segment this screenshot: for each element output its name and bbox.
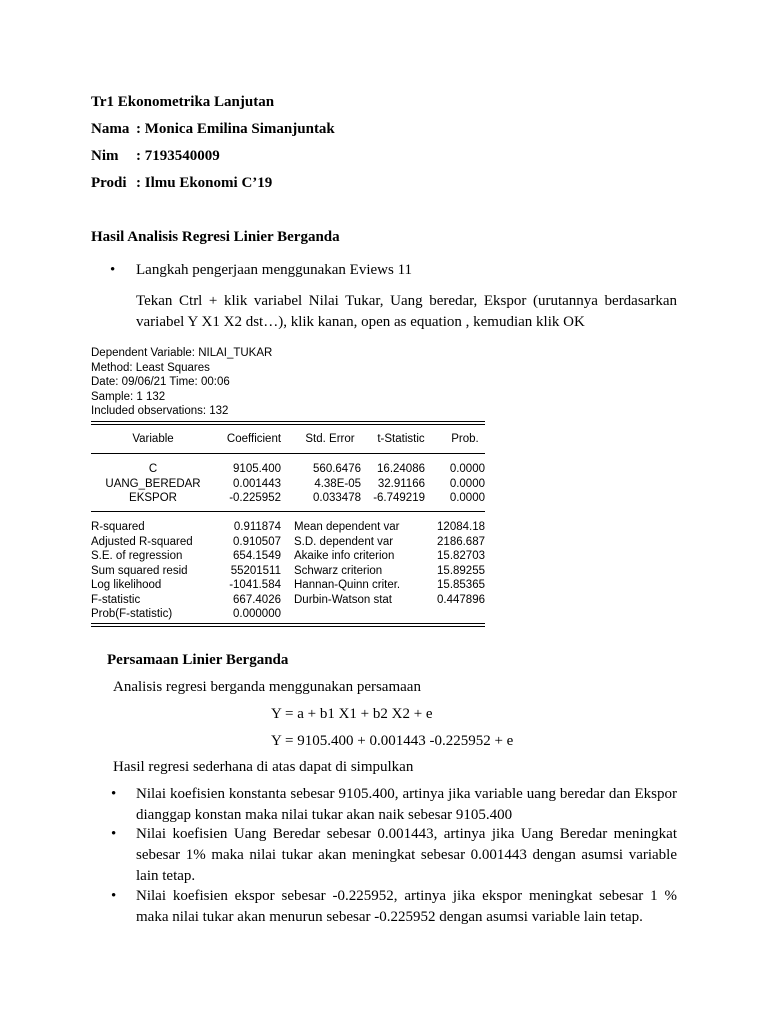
- table-rule-top-1: [91, 421, 485, 422]
- prodi-value: : Ilmu Ekonomi C’19: [136, 175, 273, 191]
- table-rule-mid: [91, 511, 485, 512]
- row-t-statistic: -6.749219: [373, 492, 425, 504]
- nama-value: : Monica Emilina Simanjuntak: [136, 121, 335, 137]
- stat-right-label: S.D. dependent var: [294, 535, 394, 548]
- row-variable: EKSPOR: [129, 492, 177, 504]
- stat-right-label: Hannan-Quinn criter.: [294, 579, 401, 591]
- stat-left-label: S.E. of regression: [91, 550, 183, 562]
- row-prob: 0.0000: [449, 477, 485, 490]
- col-header-variable: Variable: [132, 433, 174, 445]
- meta-observations: Included observations: 132: [91, 405, 229, 417]
- statistics-block: [91, 520, 485, 622]
- stat-right-value: 15.89255: [437, 564, 485, 577]
- nim-row: [91, 148, 220, 165]
- stat-left-value: 654.1549: [233, 550, 281, 562]
- bullet-dot: •: [111, 826, 117, 842]
- table-rule-bottom-1: [91, 623, 485, 624]
- equation-estimated: Y = 9105.400 + 0.001443 -0.225952 + e: [271, 733, 514, 749]
- stats-row: [91, 535, 485, 550]
- row-std-error: 4.38E-05: [314, 477, 361, 490]
- bullet-dot: •: [111, 888, 117, 904]
- stat-left-value: 55201511: [230, 564, 281, 577]
- stats-row: [91, 549, 485, 564]
- row-t-statistic: 32.91166: [377, 477, 425, 490]
- stat-left-value: 667.4026: [233, 593, 281, 606]
- stat-right-value: 2186.687: [437, 535, 485, 548]
- nama-label: Nama: [91, 121, 130, 137]
- stat-left-label: Log likelihood: [91, 579, 162, 591]
- stat-right-label: Akaike info criterion: [294, 550, 395, 562]
- meta-dependent: Dependent Variable: NILAI_TUKAR: [91, 347, 273, 359]
- row-variable: UANG_BEREDAR: [105, 477, 201, 490]
- nim-label: Nim: [91, 148, 119, 164]
- row-prob: 0.0000: [449, 492, 485, 504]
- bullet-ekspor-line-1: Nilai koefisien ekspor sebesar -0.225952, artinya jika ekspor meningkat sebesar 1 %: [136, 888, 677, 904]
- stats-row: [91, 607, 485, 622]
- equation-general: Y = a + b1 X1 + b2 X2 + e: [271, 706, 433, 722]
- stat-right-value: 15.82703: [437, 550, 485, 562]
- meta-method: Method: Least Squares: [91, 361, 210, 374]
- stat-right-value: 12084.18: [437, 521, 485, 533]
- stat-left-value: -1041.584: [229, 579, 281, 591]
- stat-left-value: 0.911874: [233, 521, 281, 533]
- row-coefficient: 9105.400: [233, 463, 281, 475]
- bullet-langkah: Langkah pengerjaan menggunakan Eviews 11: [136, 262, 413, 278]
- stat-left-value: 0.910507: [233, 535, 281, 548]
- section-heading-regresi: Hasil Analisis Regresi Linier Berganda: [91, 229, 340, 245]
- stat-right-label: Durbin-Watson stat: [294, 593, 392, 606]
- stat-left-label: Prob(F-statistic): [91, 608, 173, 620]
- paragraph-line-2: variabel Y X1 X2 dst…), klik kanan, open as equation , kemudian klik OK: [136, 314, 585, 330]
- stat-left-label: F-statistic: [91, 593, 141, 606]
- prodi-label: Prodi: [91, 175, 127, 191]
- bullet-uang-beredar-line-1: Nilai koefisien Uang Beredar sebesar 0.001443, artinya jika Uang Beredar meningkat: [136, 826, 677, 842]
- prodi-row: [91, 175, 272, 192]
- table-row: [91, 491, 485, 506]
- bullet-dot: •: [111, 786, 117, 802]
- row-variable: C: [148, 463, 158, 475]
- bullet-konstanta-line-1: Nilai koefisien konstanta sebesar 9105.400, artinya jika variable uang beredar dan Ekspor: [136, 786, 677, 802]
- col-header-prob: Prob.: [451, 433, 479, 445]
- row-coefficient: -0.225952: [229, 492, 281, 504]
- stat-right-label: Schwarz criterion: [294, 564, 383, 577]
- bullet-ekspor-line-2: maka nilai tukar akan menurun sebesar -0.225952 dengan asumsi variable lain tetap.: [136, 909, 643, 925]
- stats-row: [91, 564, 485, 579]
- row-std-error: 0.033478: [313, 492, 361, 504]
- bullet-konstanta-line-2: dianggap konstan maka nilai tukar akan naik sebesar 9105.400: [136, 807, 513, 823]
- row-t-statistic: 16.24086: [377, 463, 425, 475]
- table-rule-header: [91, 453, 485, 454]
- col-header-std-error: Std. Error: [305, 433, 355, 445]
- meta-date: Date: 09/06/21 Time: 00:06: [91, 376, 230, 388]
- col-header-coefficient: Coefficient: [226, 433, 282, 445]
- stats-row: [91, 520, 485, 535]
- section-heading-persamaan: Persamaan Linier Berganda: [107, 652, 289, 668]
- table-rule-bottom-2: [91, 626, 485, 627]
- stat-right-value: 0.447896: [437, 593, 485, 606]
- nama-row: [91, 121, 335, 138]
- stats-row: [91, 593, 485, 608]
- bullet-uang-beredar-line-3: lain tetap.: [136, 868, 196, 884]
- document-title: Tr1 Ekonometrika Lanjutan: [91, 94, 275, 110]
- nim-value: : 7193540009: [136, 148, 220, 164]
- paragraph-line-1: Tekan Ctrl + klik variabel Nilai Tukar, Uang beredar, Ekspor (urutannya berdasarkan: [136, 293, 677, 309]
- table-rule-top-2: [91, 424, 485, 425]
- stat-right-value: 15.85365: [437, 579, 485, 591]
- stat-right-label: Mean dependent var: [294, 521, 400, 533]
- eviews-meta: [91, 346, 272, 419]
- stat-left-label: Sum squared resid: [91, 564, 188, 577]
- stat-left-value: 0.000000: [233, 608, 281, 620]
- stat-left-label: Adjusted R-squared: [91, 535, 193, 548]
- row-coefficient: 0.001443: [233, 477, 281, 490]
- coefficient-rows: [91, 462, 485, 506]
- table-row: [91, 462, 485, 477]
- conclusion-intro: Hasil regresi sederhana di atas dapat di simpulkan: [113, 759, 414, 775]
- stats-row: [91, 578, 485, 593]
- table-row: [91, 477, 485, 492]
- bullet-dot: •: [110, 262, 116, 278]
- bullet-uang-beredar-line-2: sebesar 1% maka nilai tukar akan meningkat sebesar 0.001443 dengan asumsi variable: [136, 847, 677, 863]
- row-prob: 0.0000: [449, 463, 485, 475]
- equation-intro: Analisis regresi berganda menggunakan persamaan: [113, 679, 421, 695]
- col-header-t-statistic: t-Statistic: [377, 433, 425, 445]
- meta-sample: Sample: 1 132: [91, 390, 166, 403]
- stat-left-label: R-squared: [91, 521, 145, 533]
- row-std-error: 560.6476: [313, 463, 361, 475]
